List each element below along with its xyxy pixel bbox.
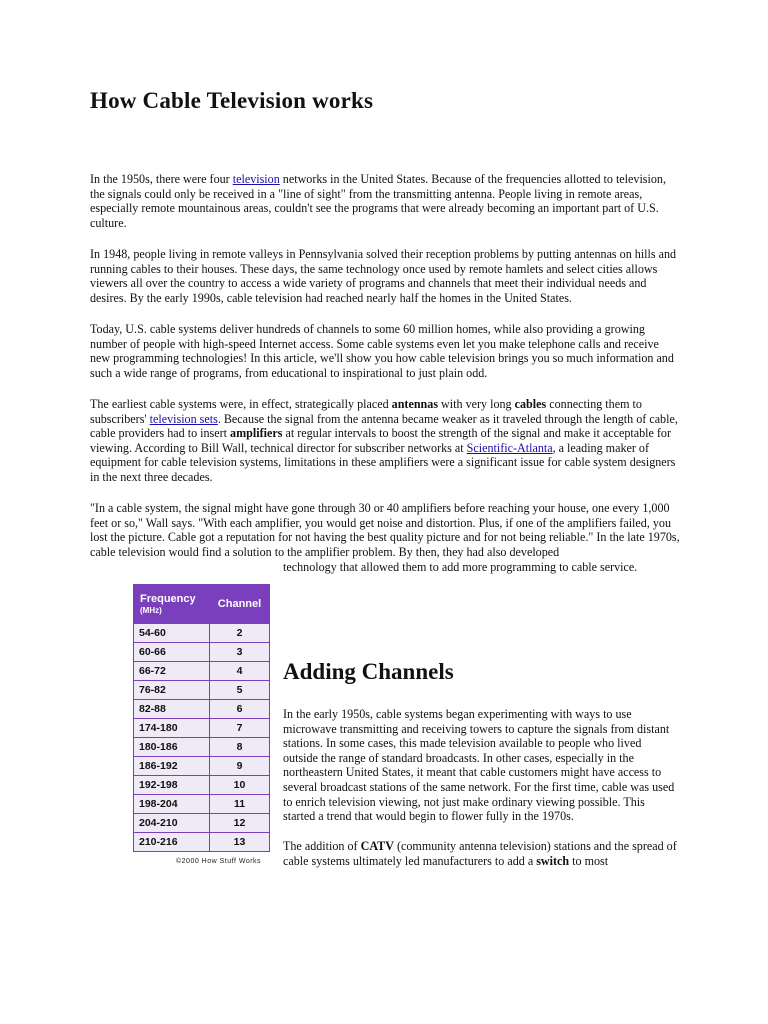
earliest-systems-paragraph: The earliest cable systems were, in effect, strategically placed antennas with very long cables connecting them to subscribers' television sets. Because the signal from the antenna became weaker as it traveled through the length of cable, cable providers had to insert amplifiers at regular intervals to boost the strength of the signal and make it acceptable for viewing. According to Bill Wall, technical director for subscriber networks at Scientific-Atlanta, a leading maker of equipment for cable television systems, limitations in these amplifiers were a significant issue for cable system designers in the next three decades.	[90, 397, 678, 484]
table-row: 54-60 2	[134, 624, 270, 643]
section-title: Adding Channels	[283, 659, 454, 684]
page-title: How Cable Television works	[90, 88, 374, 113]
channel-header: Channel	[210, 585, 270, 624]
adding-channels-paragraph: In the early 1950s, cable systems began experimenting with ways to use microwave transmitting and receiving towers to capture the signals from distant stations. In some cases, this made television available to people who lived outside the range of standard broadcasts. In other cases, especially in the northeastern United States, it meant that cable customers might have access to several broadcast stations of the same network. For the first time, cable was used to enrich television viewing, not just make ordinary viewing possible. This started a trend that would begin to flower fully in the 1970s.	[283, 707, 675, 824]
table-copyright: ©2000 How Stuff Works	[176, 858, 262, 865]
table-row: 82-88 6	[134, 700, 270, 719]
table-row: 186-192 9	[134, 757, 270, 776]
table-row: 192-198 10	[134, 776, 270, 795]
quote-paragraph-tail: technology that allowed them to add more programming to cable service.	[283, 560, 638, 574]
frequency-channel-table	[133, 584, 270, 852]
history-paragraph: In 1948, people living in remote valleys in Pennsylvania solved their reception problems by putting antennas on hills and running cables to their houses. These days, the same technology once used by remote hamlets and select cities allows viewers all over the country to access a wide variety of programs and channels that meet their individual needs and desires. By the early 1990s, cable television had reached nearly half the homes in the United States.	[90, 247, 677, 305]
table-row: 210-216 13	[134, 833, 270, 852]
table-row: 60-66 3	[134, 643, 270, 662]
table-row: 66-72 4	[134, 662, 270, 681]
table-row: 204-210 12	[134, 814, 270, 833]
television-sets-link[interactable]: television sets	[149, 411, 218, 426]
scientific-atlanta-link[interactable]: Scientific-Atlanta	[466, 440, 553, 455]
intro-paragraph: In the 1950s, there were four television networks in the United States. Because of the frequencies allotted to television, the signals could only be received in a "line of sight" from the transmitting antenna. People living in remote areas, especially remote mountainous areas, couldn't see the programs that were already becoming an important part of U.S. culture.	[90, 172, 666, 230]
quote-paragraph: "In a cable system, the signal might have gone through 30 or 40 amplifiers before reaching your house, one every 1,000 feet or so," Wall says. "With each amplifier, you would get noise and distortion. Plus, if one of the amplifiers failed, you lost the picture. Cable got a reputation for not having the best quality picture and for not being reliable." In the late 1970s, cable television would find a solution to the amplifier problem. By then, they had also developed	[90, 501, 680, 559]
table-row: 180-186 8	[134, 738, 270, 757]
television-link[interactable]: television	[232, 172, 280, 186]
table-row: 76-82 5	[134, 681, 270, 700]
table-row: 174-180 7	[134, 719, 270, 738]
frequency-header: Frequency (MHz)	[134, 585, 210, 624]
catv-paragraph: The addition of CATV (community antenna television) stations and the spread of cable systems ultimately led manufacturers to add a switch to most	[283, 839, 677, 868]
today-paragraph: Today, U.S. cable systems deliver hundreds of channels to some 60 million homes, while also providing a growing number of people with high-speed Internet access. Some cable systems even let you make telephone calls and receive new programming technologies! In this article, we'll show you how cable television brings you so much information and such a wide range of programs, from educational to inspirational to just plain odd.	[90, 322, 674, 380]
table-row: 198-204 11	[134, 795, 270, 814]
